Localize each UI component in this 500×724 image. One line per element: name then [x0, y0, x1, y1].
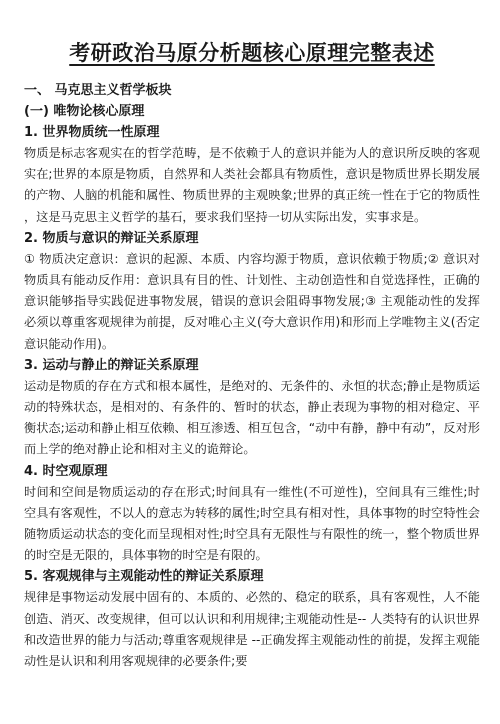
item-text-5: 规律是事物运动发展中固有的、本质的、必然的、稳定的联系，具有客观性，人不能创造、消灭、改变规律，但可以认识和利用规律;主观能动性是-- 人类特有的认识世界和改造世界的能力与活动;尊重客观规律是 --正确发挥主观能动性的前提，发挥主观能动性是认识和利用客观规律的必要条件;要	[24, 590, 480, 669]
item-heading-3: 3. 运动与静止的辩证关系原理	[24, 357, 199, 373]
item-text-1: 物质是标志客观实在的哲学范畴，是不依赖于人的意识并能为人的意识所反映的客观实在;世界的本原是物质，自然界和人类社会都具有物质性，意识是物质世界长期发展的产物、人脑的机能和属性、物质世界的主观映象;世界的真正统一性在于它的物质性，这是马克思主义哲学的基石，要求我们坚持一切从实际出发，实事求是。	[24, 146, 480, 224]
part-heading: 一、 马克思主义哲学板块	[24, 83, 172, 98]
item-text-4: 时间和空间是物质运动的存在形式;时间具有一维性(不可逆性)，空间具有三维性;时空具有客观性，不以人的意志为转移的属性;时空具有相对性，具体事物的时空特性会随物质运动状态的变化而呈现相对性;时空具有无限性与有限性的统一，整个物质世界的时空是无限的，具体事物的时空是有限的。	[24, 484, 480, 563]
item-text-3: 运动是物质的存在方式和根本属性，是绝对的、无条件的、永恒的状态;静止是物质运动的特殊状态，是相对的、有条件的、暂时的状态，静止表现为事物的相对稳定、平衡状态;运动和静止相互依赖、相互渗透、相互包含，“动中有静，静中有动”，反对形而上学的绝对静止论和相对主义的诡辩论。	[24, 378, 480, 457]
item-heading-5: 5. 客观规律与主观能动性的辩证关系原理	[24, 569, 264, 585]
item-heading-4: 4. 时空观原理	[24, 463, 108, 479]
document-title: 考研政治马原分析题核心原理完整表述	[69, 41, 435, 65]
item-heading-2: 2. 物质与意识的辩证关系原理	[24, 230, 199, 246]
item-text-2: ① 物质决定意识：意识的起源、本质、内容均源于物质，意识依赖于物质;② 意识对物质具有能动反作用：意识具有目的性、计划性、主动创造性和自觉选择性，正确的意识能够指导实践促进事物发展，错误的意识会阻碍事物发展;③ 主观能动性的发挥必须以尊重客观规律为前提，反对唯心主义(夸大意识作用)和形而上学唯物主义(否定意识能动作用)。	[24, 251, 480, 351]
section-heading: (一) 唯物论核心原理	[24, 104, 145, 119]
item-heading-1: 1. 世界物质统一性原理	[24, 125, 160, 140]
